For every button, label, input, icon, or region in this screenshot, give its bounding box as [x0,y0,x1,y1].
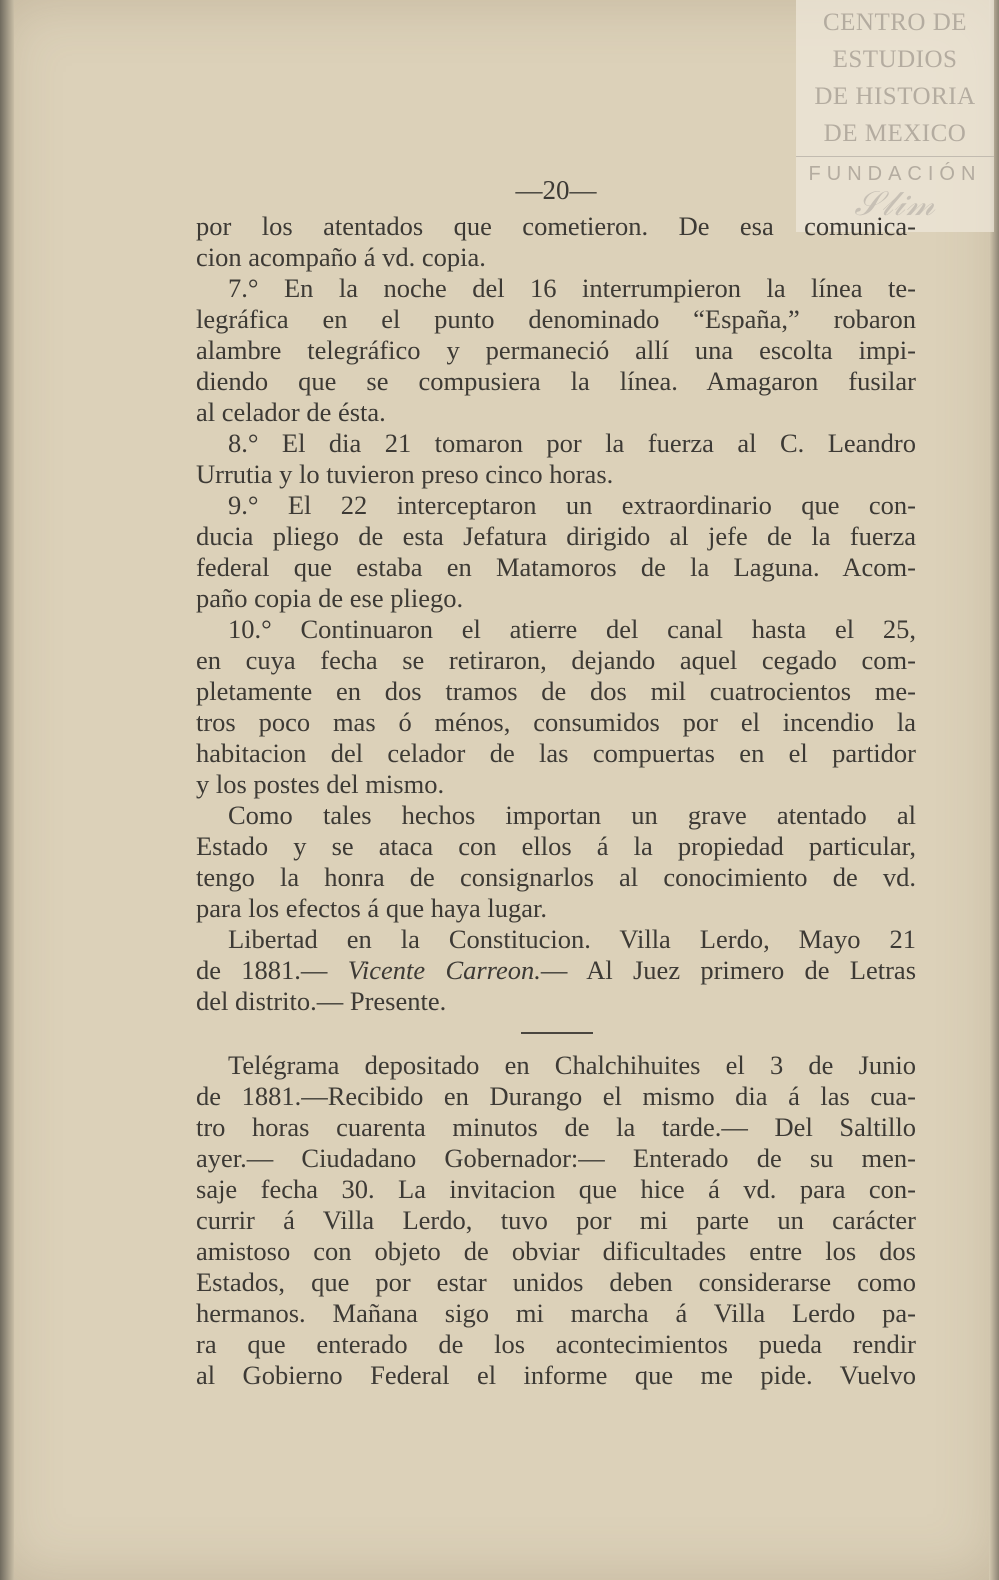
watermark-line: CENTRO DE [822,9,968,36]
text-line: Como tales hechos importan un grave atentado al [228,800,916,830]
text-line: ra que enterado de los acontecimientos pueda rendir [196,1329,916,1359]
text-line: Estado y se ataca con ellos á la propiedad particular, [196,831,916,861]
section-divider [521,1032,593,1034]
text-line: para los efectos á que haya lugar. [196,893,547,923]
text-line: de 1881.—Recibido en Durango el mismo dia á las cua- [196,1081,916,1111]
text-line: Libertad en la Constitucion. Villa Lerdo, Mayo 21 [228,924,916,954]
text-block-telegram [196,1050,916,1391]
text-line: Urrutia y lo tuvieron preso cinco horas. [196,459,614,489]
watermark-divider [796,156,994,157]
text-line: currir á Villa Lerdo, tuvo por mi parte un carácter [196,1205,916,1235]
text-line: diendo que se compusiera la línea. Amagaron fusilar [196,366,916,396]
text-line: Estados, que por estar unidos deben considerarse como [196,1267,916,1297]
text-line: saje fecha 30. La invitacion que hice á vd. para con- [196,1174,916,1204]
text-line: habitacion del celador de las compuertas en el partidor [196,738,916,768]
text-line: ayer.— Ciudadano Gobernador:— Enterado de su men- [196,1143,916,1173]
text-line: y los postes del mismo. [196,769,445,799]
text-line: Telégrama depositado en Chalchihuites el 3 de Junio [228,1050,916,1080]
addressee-text: — Al Juez primero de Letras [540,955,917,985]
signature-line [196,955,916,986]
text-line: tros poco mas ó ménos, consumidos por el incendio la [196,707,916,737]
page-number: —20— [515,175,597,205]
text-line: al Gobierno Federal el informe que me pide. Vuelvo [196,1360,916,1390]
text-block-report [196,211,916,1017]
text-line: cion acompaño á vd. copia. [196,242,486,272]
page-edge-left [0,0,14,1580]
text-line: federal que estaba en Matamoros de la Laguna. Acom- [196,552,916,582]
page-edge-right [989,0,999,1580]
date-text: de 1881.— [196,955,348,985]
text-line: por los atentados que cometieron. De esa comunica- [196,211,916,241]
text-line: en cuya fecha se retiraron, dejando aquel cegado com- [196,645,916,675]
text-line: paño copia de ese pliego. [196,583,464,613]
text-line: 8.° El dia 21 tomaron por la fuerza al C. Leandro [228,428,916,458]
text-line: hermanos. Mañana sigo mi marcha á Villa Lerdo pa- [196,1298,916,1328]
text-line: tengo la honra de consignarlos al conocimiento de vd. [196,862,916,892]
signer-name: Vicente Carreon. [347,955,541,985]
text-line: del distrito.— Presente. [196,986,447,1016]
watermark-line: DE MEXICO [823,120,967,147]
text-line: ducia pliego de esta Jefatura dirigido al jefe de la fuerza [196,521,916,551]
text-line: al celador de ésta. [196,397,386,427]
text-line: 9.° El 22 interceptaron un extraordinario que con- [228,490,916,520]
watermark-signature: 𝒮𝓁𝒾𝓂 [854,184,936,224]
text-line: 10.° Continuaron el atierre del canal hasta el 25, [228,614,916,644]
text-line: amistoso con objeto de obviar dificultades entre los dos [196,1236,916,1266]
text-line: pletamente en dos tramos de dos mil cuatrocientos me- [196,676,916,706]
text-line: legráfica en el punto denominado “España,” robaron [196,304,916,334]
text-line: tro horas cuarenta minutos de la tarde.— Del Saltillo [196,1112,916,1142]
text-line: alambre telegráfico y permaneció allí una escolta impi- [196,335,916,365]
watermark-line: DE HISTORIA [814,83,976,110]
text-line: 7.° En la noche del 16 interrumpieron la línea te- [228,273,916,303]
watermark-line: ESTUDIOS [832,46,958,73]
watermark-foundation: FUNDACIÓN [808,163,982,185]
